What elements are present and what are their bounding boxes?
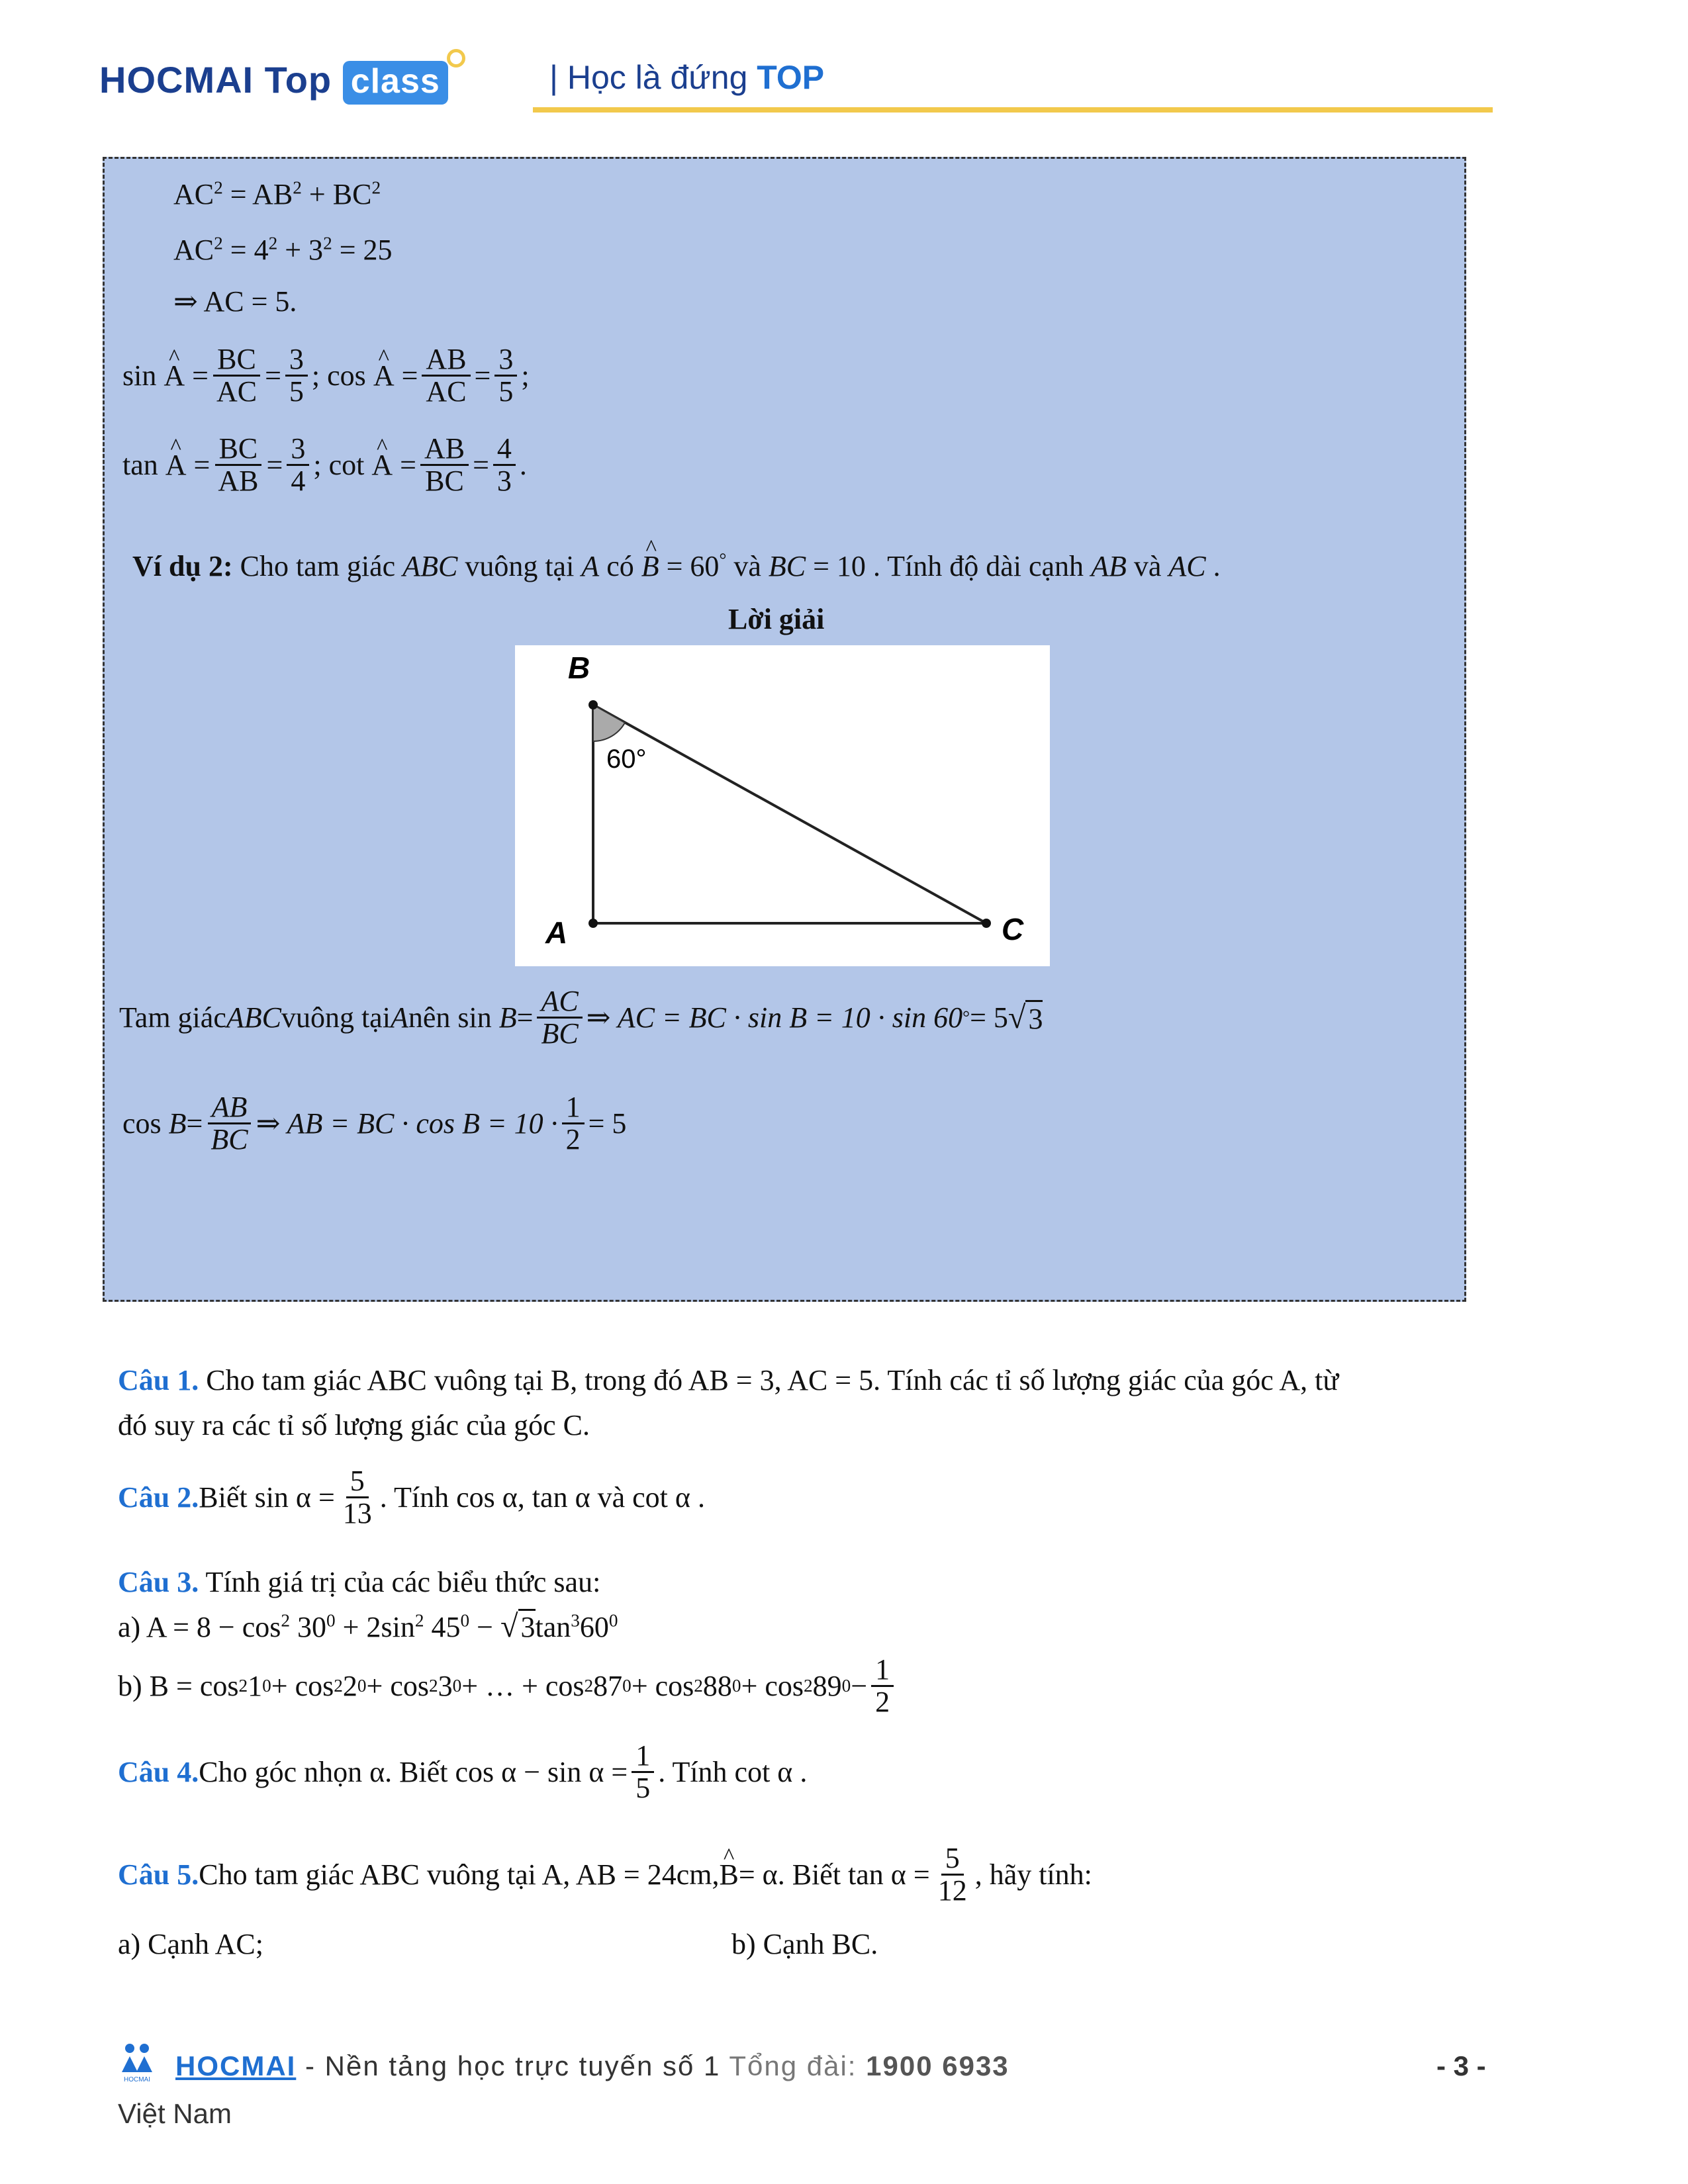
label-c: C bbox=[1002, 912, 1024, 946]
solution-title: Lời giải bbox=[728, 603, 825, 635]
question-5a: a) Cạnh AC; bbox=[118, 1928, 263, 1960]
angle-arc bbox=[593, 705, 625, 741]
slogan-top: TOP bbox=[757, 59, 825, 96]
logo-class-badge: class bbox=[343, 61, 448, 105]
pythag-line-3: ⇒ AC = 5. bbox=[173, 285, 297, 318]
footer-logo bbox=[118, 2042, 156, 2083]
point-b bbox=[588, 700, 598, 709]
side-bc bbox=[593, 705, 986, 923]
point-a bbox=[588, 919, 598, 928]
question-3: Câu 3. Tính giá trị của các biểu thức sau: bbox=[118, 1566, 601, 1598]
header-logo bbox=[99, 58, 448, 101]
question-3a: a) $A = 8 - \cos^2 30^0 + 2\sin^2$ $45^0 - √3\tan^360^0$ bbox=[118, 1609, 618, 1644]
trig-tan-cot: tan ^ A = $\frac{BC}{AB}$ = $\frac{3}{4}$ ; cot ^ A = $\frac{AB}{BC}$ = $\frac{4}{3}$ . bbox=[122, 433, 527, 496]
question-4: Câu 4. Cho góc nhọn α. Biết cos α − sin α = $\frac{1}{5}$ . Tính cot α . bbox=[118, 1739, 808, 1805]
page-number: - 3 - bbox=[1436, 2050, 1486, 2081]
solution-line-2: cos B = $\frac{AB}{BC}$ ⇒ AB = BC · cos B = 10 · $\frac{1}{2}$ = 5 bbox=[122, 1091, 627, 1156]
solution-line-1: Tam giác ABC vuông tại A nên sin B = $\frac{AC}{BC}$ ⇒ AC = BC · sin B = 10 · sin 60 ° = 5 √ 3 bbox=[119, 985, 1043, 1050]
hocmai-logo-icon bbox=[118, 2042, 156, 2083]
logo-hocmai: HOCMAI bbox=[99, 59, 254, 101]
point-c bbox=[982, 919, 991, 928]
footer-text: HOCMAI - Nền tảng học trực tuyến số 1 Tổng đài: 1900 6933 bbox=[175, 2050, 1009, 2081]
triangle-figure bbox=[515, 645, 1050, 966]
label-b: B bbox=[568, 651, 590, 685]
question-5b: b) Cạnh BC. bbox=[731, 1928, 878, 1960]
slogan bbox=[549, 58, 824, 97]
slogan-text: | Học là đứng bbox=[549, 59, 757, 96]
header-rule bbox=[533, 107, 1493, 113]
triangle-diagram bbox=[515, 645, 1050, 966]
question-5: Câu 5. Cho tam giác ABC vuông tại A, AB = 24cm, ^ B = α. Biết tan α = $\frac{5}{12}$ , hãy tính: bbox=[118, 1843, 1092, 1906]
pythag-line-2: $AC^2 = 4^2 + 3^2 = 25$ bbox=[173, 233, 393, 266]
footer-country: Việt Nam bbox=[118, 2098, 232, 2129]
angle-label: 60° bbox=[606, 745, 647, 774]
example-2-statement: Ví dụ 2: Cho tam giác ABC vuông tại A có ^ B = 60° và BC = 10 . Tính độ dài cạnh AB và AC . bbox=[132, 549, 1221, 583]
pythag-line-1: $AC^2 = AB^2 + BC^2$ bbox=[173, 177, 381, 210]
question-3b: b) B = cos 2 1 0 + cos 2 2 0 + cos 2 3 0 + … + cos 2 87 0 + cos 2 88 0 + cos 2 89 0 − $\frac{1}{2}$ bbox=[118, 1655, 898, 1717]
svg-text:HOCMAI: HOCMAI bbox=[124, 2076, 150, 2083]
logo-top: Top bbox=[264, 59, 332, 101]
question-1-cont: đó suy ra các tỉ số lượng giác của góc C. bbox=[118, 1409, 590, 1441]
label-a: A bbox=[545, 915, 568, 950]
trig-sin-cos: sin ^ A = $\frac{BC}{AC}$ = $\frac{3}{5}$ ; cos ^ A = $\frac{AB}{AC}$ = $\frac{3}{5}$ ; bbox=[122, 344, 530, 407]
question-2: Câu 2. Biết sin α = $\frac{5}{13}$ . Tính cos α, tan α và cot α . bbox=[118, 1465, 705, 1530]
footer-brand-link[interactable]: HOCMAI bbox=[175, 2050, 297, 2081]
sun-icon bbox=[447, 49, 465, 68]
question-1: Câu 1. Cho tam giác ABC vuông tại B, trong đó AB = 3, AC = 5. Tính các tỉ số lượng giác của góc A, từ bbox=[118, 1364, 1339, 1396]
